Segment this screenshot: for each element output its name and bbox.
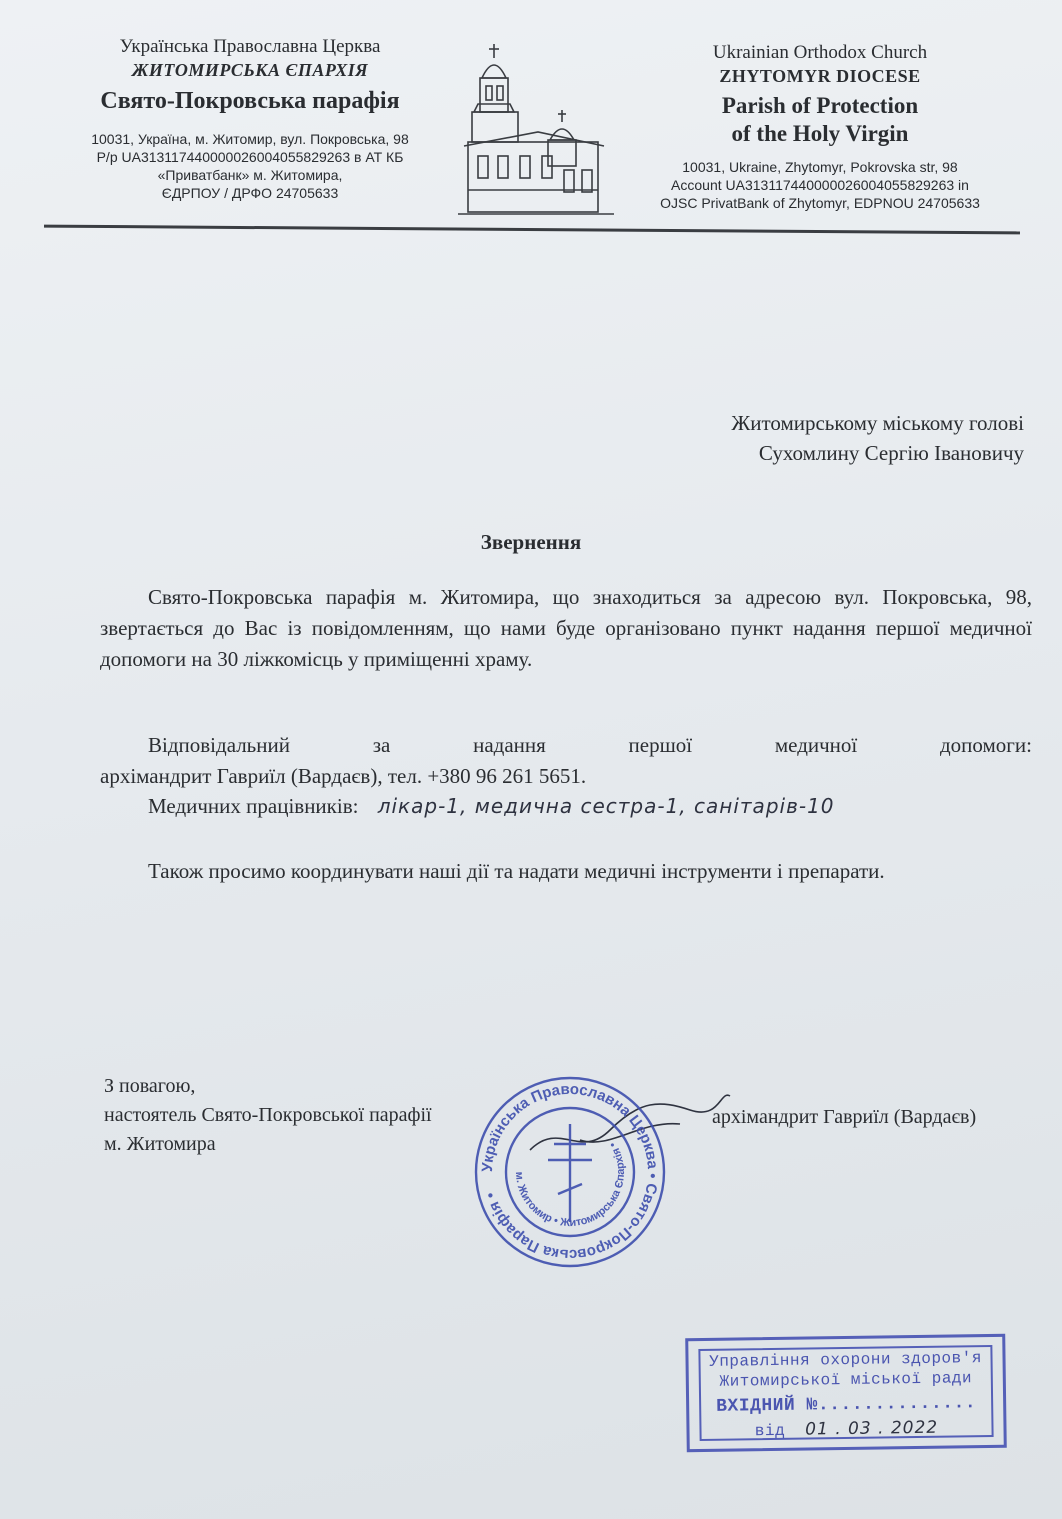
stamp-line-3: ВХІДНИЙ №..............: [716, 1393, 977, 1417]
addressee-block: [560, 408, 1024, 468]
diocese-name-en: ZHYTOMYR DIOCESE: [719, 66, 921, 86]
address-line: 10031, Україна, м. Житомир, вул. Покровська, 98: [91, 131, 409, 147]
church-seal: [470, 1072, 670, 1272]
letterhead-en: [630, 42, 1010, 212]
parish-name-en: [630, 92, 1010, 148]
addressee-line2: Сухомлину Сергію Івановичу: [758, 441, 1024, 465]
signature-block: [104, 1072, 432, 1159]
closing-line: З повагою,: [104, 1075, 196, 1097]
address-block-ua: [40, 130, 460, 202]
seal-inner-text: м. Житомир • Житомирська Єпархія •: [512, 1139, 628, 1230]
stamp-line-1: Управління охорони здоров'я: [709, 1349, 983, 1371]
medical-staff-line: [148, 794, 835, 819]
parish-name-en-line2: of the Holy Virgin: [731, 121, 909, 146]
church-illustration: [458, 40, 618, 225]
seal-ring-text: Українська Православна Церква • Свято-Покровська Парафія •: [478, 1080, 662, 1264]
edrpou-line: ЄДРПОУ / ДРФО 24705633: [161, 185, 339, 201]
stamp-line-4: [689, 1417, 1003, 1441]
paragraph-2: [100, 730, 1032, 792]
header-divider: [44, 225, 1020, 235]
paragraph-1: Свято-Покровська парафія м. Житомира, що знаходиться за адресою вул. Покровська, 98, звертається до Вас із повідомленням, що нами буде організовано пункт надання першої медичної допомоги на 30 ліжкомісць у приміщенні храму.: [100, 585, 1032, 671]
paragraph-4: Також просимо координувати наші дії та надати медичні інструменти і препарати.: [148, 859, 885, 883]
responsible-line: Відповідальний за надання першої медичної допомоги:: [148, 733, 1032, 757]
parish-name-ua: Свято-Покровська парафія: [100, 88, 400, 114]
incoming-stamp: [685, 1334, 1007, 1452]
account-line: Account UA313117440000026004055829263 in: [671, 177, 969, 193]
letterhead-ua: [40, 36, 460, 202]
signatory-name: архімандрит Гавриїл (Вардаєв): [712, 1106, 977, 1128]
document-title: Звернення: [480, 530, 582, 554]
medical-staff-handwritten: лікар-1, медична сестра-1, санітарів-10: [377, 794, 835, 818]
medical-staff-label: Медичних працівників:: [148, 794, 359, 818]
responsible-contact: архімандрит Гавриїл (Вардаєв), тел. +380 96 261 5651.: [100, 764, 587, 788]
address-line: 10031, Ukraine, Zhytomyr, Pokrovska str, 98: [682, 159, 958, 175]
bank-line: «Приватбанк» м. Житомира,: [157, 167, 343, 183]
stamp-date-handwritten: 01 . 03 . 2022: [805, 1417, 939, 1440]
diocese-name-ua: ЖИТОМИРСЬКА ЄПАРХІЯ: [131, 60, 369, 80]
stamp-date-prefix: від: [754, 1421, 786, 1441]
addressee-line1: Житомирському міському голові: [731, 411, 1024, 435]
bank-line: OJSC PrivatBank of Zhytomyr, EDPNOU 24705633: [660, 195, 980, 211]
parish-name-en-line1: Parish of Protection: [721, 93, 919, 118]
stamp-incoming-label: ВХІДНИЙ №: [716, 1395, 819, 1417]
signatory-title: настоятель Свято-Покровської парафії: [104, 1104, 432, 1126]
church-name-ua: Українська Православна Церква: [119, 36, 381, 57]
account-line: Р/р UA313117440000026004055829263 в АТ КБ: [96, 149, 404, 165]
signatory-city: м. Житомира: [104, 1133, 216, 1155]
address-block-en: [630, 158, 1010, 212]
stamp-line-2: Житомирської міської ради: [719, 1369, 973, 1391]
church-name-en: Ukrainian Orthodox Church: [712, 42, 928, 63]
